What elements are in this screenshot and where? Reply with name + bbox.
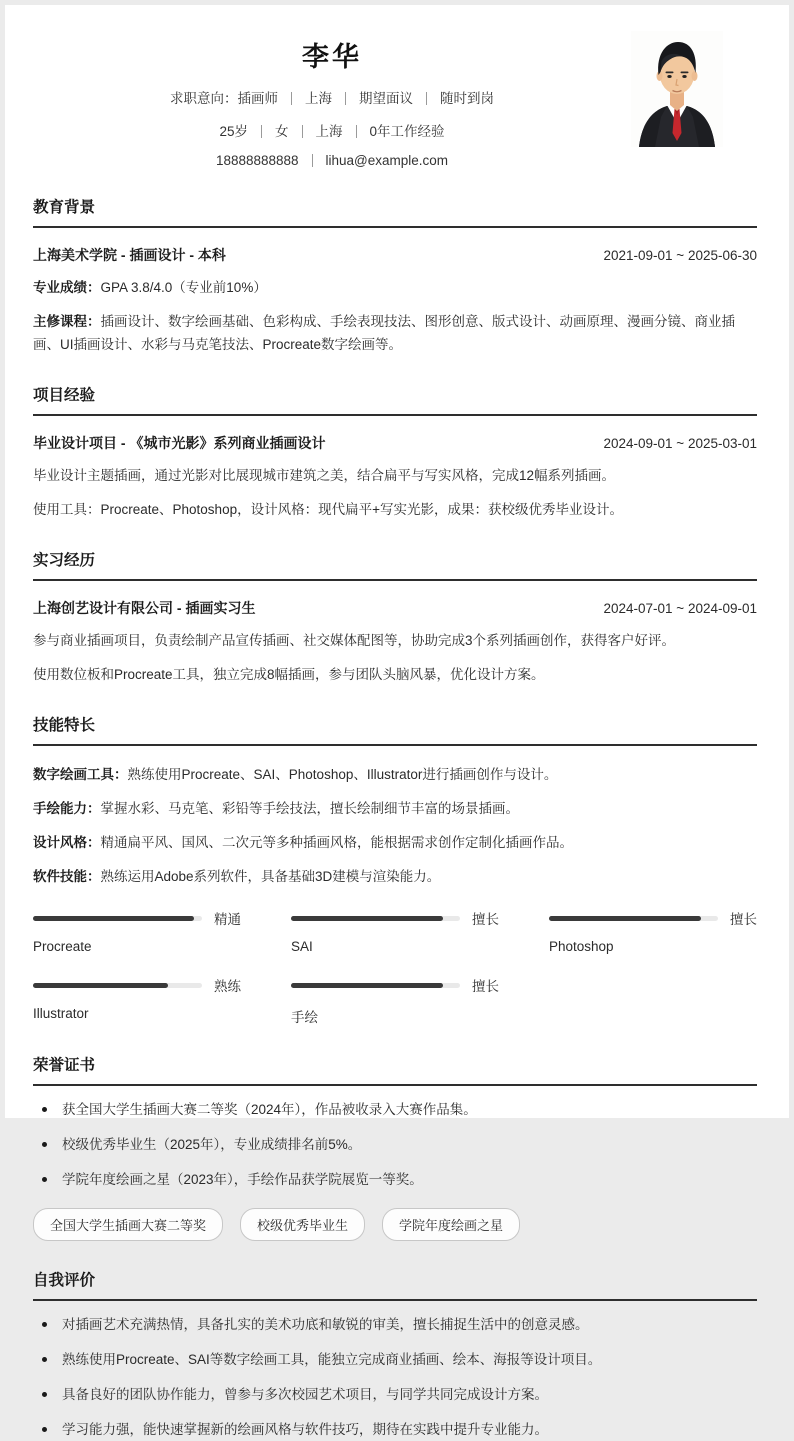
bullet-dot <box>42 1177 47 1182</box>
honor-item-1 <box>33 1099 757 1121</box>
skill-bar-fill <box>549 916 701 921</box>
gpa-label: 专业成绩： <box>33 280 101 295</box>
skill-bar-track <box>33 983 202 988</box>
evaluation-item-3 <box>33 1384 757 1406</box>
divider <box>302 125 303 138</box>
resume-page <box>5 5 789 1437</box>
header-text-block <box>33 17 631 168</box>
bullet-dot <box>42 1142 47 1147</box>
internship-entry-head <box>33 598 757 618</box>
skill-item-photoshop <box>549 908 757 954</box>
skill-bar-row <box>33 908 241 928</box>
skill-item-hand-drawing <box>291 975 499 1026</box>
education-entry-head <box>33 245 757 265</box>
internship-date-range: 2024-07-01 ~ 2024-09-01 <box>603 601 757 616</box>
skill-bar-grid <box>33 908 757 1026</box>
project-entry-title: 毕业设计项目 - 《城市光影》系列商业插画设计 <box>33 435 326 451</box>
skill-item-sai <box>291 908 499 954</box>
skill-bar-track <box>291 983 460 988</box>
project-date-range: 2024-09-01 ~ 2025-03-01 <box>603 436 757 451</box>
skill-name-label: Illustrator <box>33 1006 89 1021</box>
skill-bar-fill <box>33 916 194 921</box>
skill-bar-fill <box>291 916 443 921</box>
evaluation-text: 熟练使用Procreate、SAI等数字绘画工具，能独立完成商业插画、绘本、海报等设计项目。 <box>62 1352 602 1367</box>
section-title-honors: 荣誉证书 <box>33 1053 757 1086</box>
honor-item-2 <box>33 1134 757 1156</box>
internship-desc-1: 参与商业插画项目，负责绘制产品宣传插画、社交媒体配图等，协助完成3个系列插画创作，获得客户好评。 <box>33 633 676 648</box>
job-intent-city: 上海 <box>305 91 332 106</box>
divider <box>356 125 357 138</box>
project-desc-2: 使用工具：Procreate、Photoshop，设计风格：现代扁平+写实光影，成果：获校级优秀毕业设计。 <box>33 502 623 517</box>
skill-text-software: 熟练运用Adobe系列软件，具备基础3D建模与渲染能力。 <box>100 869 441 884</box>
skill-text-style: 精通扁平风、国风、二次元等多种插画风格，能根据需求创作定制化插画作品。 <box>100 835 573 850</box>
section-title-education: 教育背景 <box>33 195 757 228</box>
bullet-dot <box>42 1427 47 1432</box>
skill-label-hand: 手绘能力： <box>33 801 101 816</box>
info-age: 25岁 <box>219 124 248 139</box>
evaluation-item-4 <box>33 1419 757 1441</box>
info-city: 上海 <box>315 124 343 139</box>
skill-item-illustrator <box>33 975 241 1026</box>
divider <box>261 125 262 138</box>
skill-line-software <box>33 865 757 888</box>
honor-tag-3: 学院年度绘画之星 <box>382 1208 520 1241</box>
gpa-value: GPA 3.8/4.0（专业前10%） <box>100 280 267 295</box>
profile-photo <box>631 31 723 147</box>
honor-tag-1: 全国大学生插画大赛二等奖 <box>33 1208 223 1241</box>
info-experience: 0年工作经验 <box>369 124 445 139</box>
skill-bar-track <box>291 916 460 921</box>
section-title-internship: 实习经历 <box>33 548 757 581</box>
job-intent-label: 求职意向： <box>170 91 238 106</box>
project-desc-1: 毕业设计主题插画，通过光影对比展现城市建筑之美，结合扁平与写实风格，完成12幅系列插画。 <box>33 468 616 483</box>
skill-line-hand <box>33 797 757 820</box>
honor-text: 校级优秀毕业生（2025年），专业成绩排名前5%。 <box>62 1137 362 1152</box>
divider <box>426 92 427 105</box>
section-self-evaluation <box>33 1268 757 1441</box>
skill-level-label: 熟练 <box>214 979 241 994</box>
skill-name-label: SAI <box>291 939 313 954</box>
honor-text: 获全国大学生插画大赛二等奖（2024年），作品被收录入大赛作品集。 <box>62 1102 477 1117</box>
education-courses-line <box>33 310 757 356</box>
bullet-dot <box>42 1322 47 1327</box>
section-skills <box>33 713 757 1026</box>
resume-header <box>33 17 757 168</box>
skill-level-label: 擅长 <box>472 979 499 994</box>
section-title-project: 项目经验 <box>33 383 757 416</box>
skill-bar-track <box>33 916 202 921</box>
skill-text-digital: 熟练使用Procreate、SAI、Photoshop、Illustrator进行插画创作与设计。 <box>127 767 558 782</box>
courses-label: 主修课程： <box>33 314 101 329</box>
phone-number: 18888888888 <box>215 153 299 168</box>
education-gpa-line <box>33 276 757 299</box>
skill-line-style <box>33 831 757 854</box>
section-title-skills: 技能特长 <box>33 713 757 746</box>
divider <box>291 92 292 105</box>
honor-tag-2: 校级优秀毕业生 <box>240 1208 365 1241</box>
honors-list <box>33 1099 757 1191</box>
email-address: lihua@example.com <box>325 153 449 168</box>
evaluation-text: 具备良好的团队协作能力，曾参与多次校园艺术项目，与同学共同完成设计方案。 <box>62 1387 548 1402</box>
evaluation-text: 对插画艺术充满热情，具备扎实的美术功底和敏锐的审美，擅长捕捉生活中的创意灵感。 <box>62 1317 589 1332</box>
personal-info-line <box>33 120 631 140</box>
divider <box>312 154 313 167</box>
evaluation-item-1 <box>33 1314 757 1336</box>
section-internship <box>33 548 757 686</box>
internship-entry-title: 上海创艺设计有限公司 - 插画实习生 <box>33 600 256 616</box>
courses-value: 插画设计、数字绘画基础、色彩构成、手绘表现技法、图形创意、版式设计、动画原理、漫画分镜、商业插画、UI插画设计、水彩与马克笔技法、Procreate数字绘画等。 <box>33 314 735 352</box>
evaluation-text: 学习能力强，能快速掌握新的绘画风格与软件技巧，期待在实践中提升专业能力。 <box>62 1422 548 1437</box>
job-intent-availability: 随时到岗 <box>440 91 494 106</box>
section-project <box>33 383 757 521</box>
self-evaluation-list <box>33 1314 757 1441</box>
divider <box>345 92 346 105</box>
education-date-range: 2021-09-01 ~ 2025-06-30 <box>603 248 757 263</box>
education-entry-title: 上海美术学院 - 插画设计 - 本科 <box>33 247 226 263</box>
skill-text-hand: 掌握水彩、马克笔、彩铅等手绘技法，擅长绘制细节丰富的场景插画。 <box>100 801 519 816</box>
skill-level-label: 精通 <box>214 912 241 927</box>
skill-bar-fill <box>33 983 168 988</box>
skill-bar-row <box>549 908 757 928</box>
evaluation-item-2 <box>33 1349 757 1371</box>
skill-bar-row <box>291 975 499 995</box>
skill-line-digital <box>33 763 757 786</box>
job-intent-position: 插画师 <box>237 91 278 106</box>
honor-item-3 <box>33 1169 757 1191</box>
skill-label-software: 软件技能： <box>33 869 101 884</box>
skill-bar-fill <box>291 983 443 988</box>
section-education <box>33 195 757 356</box>
skill-item-procreate <box>33 908 241 954</box>
skill-label-style: 设计风格： <box>33 835 101 850</box>
section-honors <box>33 1053 757 1241</box>
section-title-self-evaluation: 自我评价 <box>33 1268 757 1301</box>
skill-bar-track <box>549 916 718 921</box>
skill-bar-row <box>291 908 499 928</box>
info-gender: 女 <box>275 124 289 139</box>
bullet-dot <box>42 1357 47 1362</box>
candidate-name: 李华 <box>302 42 362 72</box>
skill-name-label: Procreate <box>33 939 92 954</box>
honor-text: 学院年度绘画之星（2023年），手绘作品获学院展览一等奖。 <box>62 1172 423 1187</box>
skill-name-label: 手绘 <box>291 1010 318 1025</box>
skill-level-label: 擅长 <box>472 912 499 927</box>
skill-label-digital: 数字绘画工具： <box>33 767 128 782</box>
job-intent-salary: 期望面议 <box>359 91 413 106</box>
internship-desc-2: 使用数位板和Procreate工具，独立完成8幅插画，参与团队头脑风暴，优化设计方案。 <box>33 667 545 682</box>
honor-tags <box>33 1208 757 1241</box>
bullet-dot <box>42 1107 47 1112</box>
project-entry-head <box>33 433 757 453</box>
portrait-illustration <box>631 31 723 147</box>
bullet-dot <box>42 1392 47 1397</box>
job-intent-line <box>33 87 631 107</box>
contact-line <box>33 153 631 168</box>
skill-name-label: Photoshop <box>549 939 614 954</box>
skill-bar-row <box>33 975 241 995</box>
skill-level-label: 擅长 <box>730 912 757 927</box>
